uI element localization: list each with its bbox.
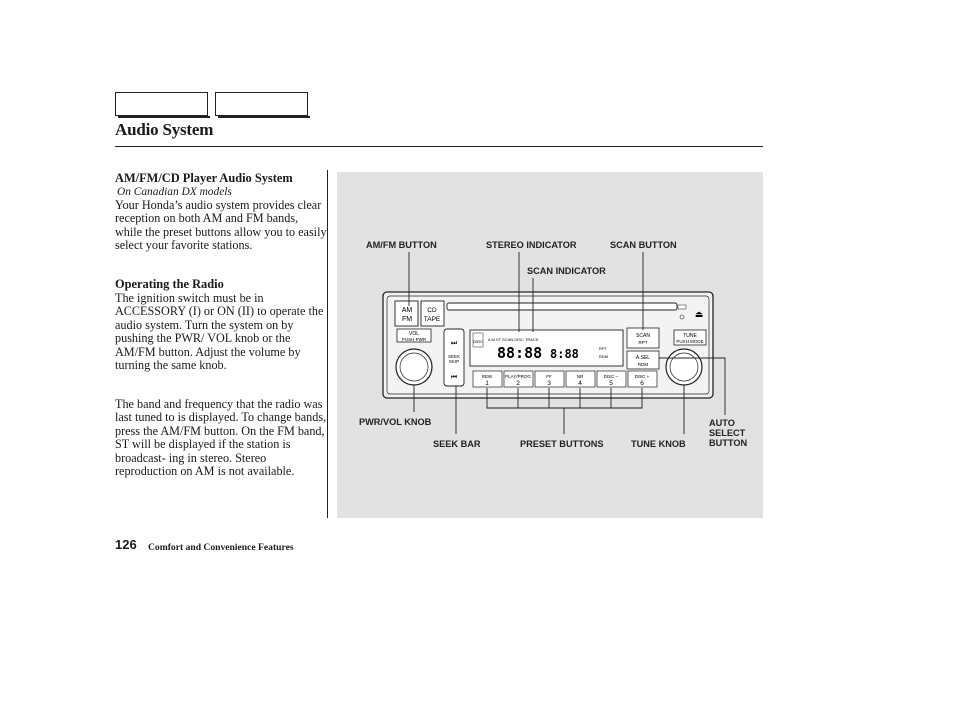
callout-stereo-indicator: STEREO INDICATOR xyxy=(486,240,577,250)
intro-paragraph: Your Honda’s audio system provides clear reception on both AM and FM bands, while the preset buttons allow you to easily select your favorite stations. xyxy=(115,198,327,253)
callout-tune-knob: TUNE KNOB xyxy=(631,439,686,449)
rpt-text: RPT xyxy=(638,340,648,345)
eject-icon[interactable]: ⏏ xyxy=(694,309,704,319)
operating-paragraph: The ignition switch must be in ACCESSORY (I) or ON (II) to operate the audio system. Turn the system on by pushing the PWR/ VOL knob or the AM/FM button. Adjust the volume by turning the same knob. xyxy=(115,291,324,373)
header-tab-box-left xyxy=(115,92,208,116)
cd-text: CD xyxy=(427,307,437,314)
tune-text: TUNE xyxy=(683,333,697,339)
callout-pwr-vol-knob: PWR/VOL KNOB xyxy=(359,417,432,427)
dirc-indicator xyxy=(678,305,686,309)
auto-select-line-1: AUTO xyxy=(709,418,735,428)
callout-preset-buttons: PRESET BUTTONS xyxy=(520,439,604,449)
footer-section-name: Comfort and Convenience Features xyxy=(148,542,294,553)
preset-3-num: 3 xyxy=(547,380,551,387)
band-paragraph: The band and frequency that the radio was last tuned to is displayed. To change bands, press the AM/FM button. On the FM band, ST will be displayed if the station is broadcast- ing in stereo. Stereo reproduction on AM is not available. xyxy=(115,397,327,479)
push-mode-text: PUSH MODE xyxy=(676,339,704,344)
preset-1-num: 1 xyxy=(485,380,489,387)
preset-5-label: DISC − xyxy=(603,374,619,379)
push-pwr-text: PUSH PWR xyxy=(401,337,427,342)
seek-up-icon: ⏭ xyxy=(450,340,458,347)
am-text: AM xyxy=(401,307,413,314)
operating-heading: Operating the Radio xyxy=(115,277,224,291)
column-divider xyxy=(327,170,328,518)
preset-3-label: FF xyxy=(546,374,552,379)
seek-text: SEEK xyxy=(447,354,461,359)
header-tab-box-right xyxy=(215,92,308,116)
preset-6-label: DISC + xyxy=(634,374,650,379)
preset-2-label: PLAY/PROG xyxy=(505,374,531,379)
callout-seek-bar: SEEK BAR xyxy=(433,439,481,449)
fm-text: FM xyxy=(401,316,413,323)
display-digits: 88:88 xyxy=(497,344,543,362)
preset-5-num: 5 xyxy=(609,380,613,387)
display-indicator-row: A M ST SCAN DISC TRACK xyxy=(488,337,539,342)
pwr-vol-knob[interactable] xyxy=(396,349,432,385)
radio-figure xyxy=(337,172,763,518)
callout-auto-select-button xyxy=(709,418,747,448)
vol-text: VOL xyxy=(408,331,420,337)
radio-illustration xyxy=(337,172,763,518)
seek-down-icon: ⏮ xyxy=(450,374,458,381)
auto-select-line-3: BUTTON xyxy=(709,438,748,448)
preset-2-num: 2 xyxy=(516,380,520,387)
preset-4-label: NR xyxy=(576,374,584,379)
scan-text: SCAN xyxy=(636,333,650,339)
tape-text: TAPE xyxy=(423,316,441,323)
section-heading: AM/FM/CD Player Audio System xyxy=(115,171,293,185)
callout-am-fm-button: AM/FM BUTTON xyxy=(366,240,437,250)
page-number: 126 xyxy=(115,537,137,552)
a-sel-text: A.SEL xyxy=(635,355,651,361)
page-title: Audio System xyxy=(115,120,214,139)
title-divider xyxy=(115,146,763,147)
callout-scan-indicator: SCAN INDICATOR xyxy=(527,266,606,276)
preset-6-num: 6 xyxy=(640,380,644,387)
preset-4-num: 4 xyxy=(578,380,582,387)
preset-1-label: REW xyxy=(481,374,493,379)
rdm-text: RDM xyxy=(637,362,649,367)
display-rdm-text: RDM xyxy=(599,354,609,359)
callout-scan-button: SCAN BUTTON xyxy=(610,240,677,250)
auto-select-line-2: SELECT xyxy=(709,428,746,438)
section-subheading: On Canadian DX models xyxy=(117,186,232,198)
display-digits-right: 8:88 xyxy=(550,347,579,361)
tune-knob[interactable] xyxy=(666,349,702,385)
cd-slot xyxy=(447,303,677,310)
skip-text: SKIP xyxy=(448,359,460,364)
dirc-text: DIRC xyxy=(473,339,483,344)
display-rpt-text: RPT xyxy=(599,346,607,351)
